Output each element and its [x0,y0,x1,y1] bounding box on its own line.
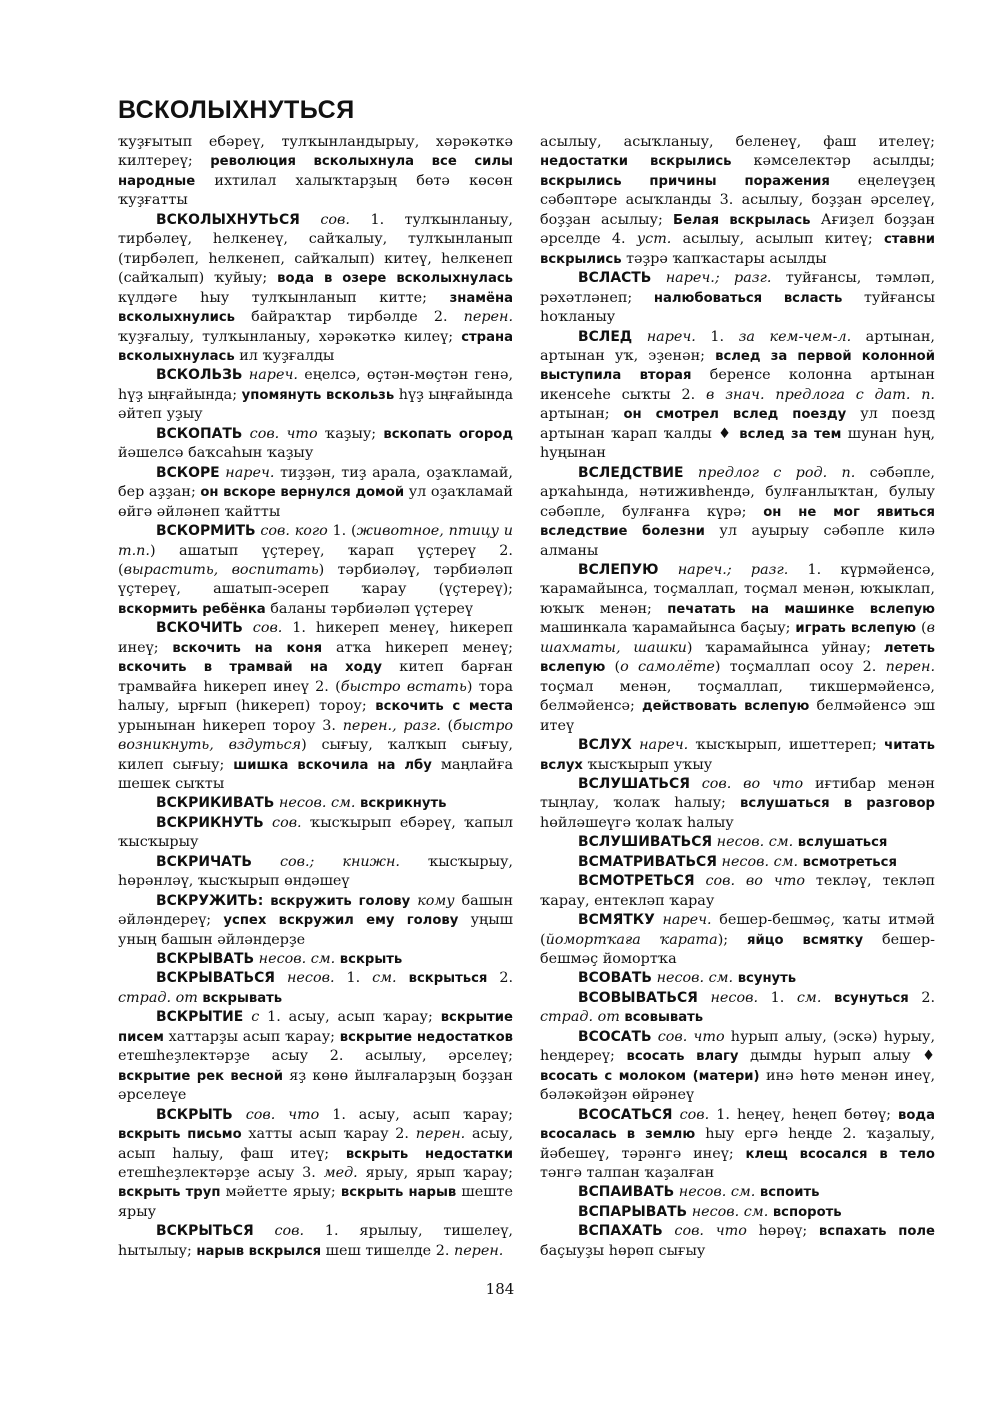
grammar-label: см. [372,970,397,987]
definition-text: ул ауырыу сәбәпле килә алманы [540,523,935,559]
headword: ВСКРИЧАТЬ [156,853,252,870]
definition-text: инә һөтө менән инеү, бәләкәйҙән өйрәнеү [540,1067,936,1104]
definition-text: атҡа һикереп менеү; [322,639,514,656]
dictionary-entry [540,775,935,833]
grammar-label: сов. во что [701,775,804,792]
definition-text [254,1223,275,1239]
grammar-label: несов. см. [258,951,336,968]
definition-text: китеп барған трамвайға һикереп инеү 2. ( [118,659,513,695]
definition-text: ); [717,931,748,948]
definition-text: ҡуҙғалыу, тулҡынланыу, хәрәкәткә килеү; [118,328,462,345]
definition-text: 1. һикереп менеү, һикереп инеү; [118,620,514,656]
headword: ВСКРУЖИТЬ: [156,892,264,909]
definition-text: 2. [487,970,514,987]
definition-text: һыу ергә һеңде 2. ҡаҙалыу, йәбешеү, тәрәнгә инеү; [540,1126,936,1162]
example-phrase: успех вскружил ему голову [223,913,459,929]
definition-text: бешер-бешмәҫ йомортҡа [540,931,935,968]
definition-text: шеш тишелде 2. [321,1242,454,1259]
headword: ВСОСАТЬ [578,1028,652,1045]
definition-text: ҡысҡырыу, һөрәнләү, ҡысҡырып өндәшеү [118,853,513,890]
definition-text: асылыу, асылып китеү; [671,231,884,248]
grammar-label: мед. [323,1165,358,1182]
definition-text: ҡысҡырып, ишеттереп; [688,737,885,754]
grammar-label: перен., разг. [342,717,441,734]
definition-text: етешһеҙлектәрҙе асыу 2. асылыу, әрселеү; [118,1048,513,1065]
headword: ВСКРИКНУТЬ [156,814,264,831]
definition-text: һөйләшеүгә ҡолаҡ һалыу [540,814,734,831]
definition-text: урынынан һикереп тороу 3. [118,717,343,734]
dictionary-entry [118,969,513,1008]
example-phrase: вспороть [772,1204,842,1220]
definition-text: 1. күрмәйенсә, ҡарамайынса, тоҫмаллап, тоҫмал менән, юҡыклап, юҡыҡ менән; [540,561,935,617]
headword: ВСКРЫТИЕ [156,1009,244,1026]
dictionary-entry [118,211,513,367]
definition-text: һүҙ ыңғайында әйтеп уҙыу [118,386,514,423]
definition-text [695,873,706,889]
definition-text [243,620,253,636]
definition-text [264,815,272,831]
headword: ВСКРЫТЬ [156,1106,233,1123]
definition-text: иғтибар менән тыңлау, ҡолаҡ һалыу; [540,775,935,812]
example-phrase: вскормить ребёнка [118,601,266,617]
dictionary-entry [118,1008,513,1105]
dictionary-entry [118,794,513,813]
example-phrase: вслед за первой колонной выступила вторая [540,348,935,384]
dictionary-entry [540,989,935,1028]
dictionary-entry [540,853,935,872]
grammar-label: сов. [274,1223,305,1240]
grammar-label: несов. см. [691,1203,769,1220]
page-number: 184 [485,1280,515,1298]
definition-text [233,1107,246,1123]
example-phrase: действовать вслепую [641,699,810,715]
example-phrase: шишка вскочила на лбу [233,757,432,773]
headword: ВСКРЫТЬСЯ [156,1223,254,1240]
definition-text: һурып алыу, (эскә) һурыу, һеңдереү; [540,1028,936,1065]
example-phrase: читать вслух [540,738,935,773]
definition-text: ул оҙаҡламай өйгә әйләнеп ҡайтты [118,484,513,520]
definition-text: артынан; [540,406,624,423]
dictionary-entry [540,1106,935,1184]
definition-text: текләү, текләп ҡарау, ентекләп ҡарау [540,873,936,909]
example-phrase: всосать влагу [626,1049,739,1065]
definition-text: ) ҡарамайынса уйнау; [686,639,884,656]
definition-text: 1. ( [327,523,357,540]
grammar-label: перен. [415,1126,466,1143]
grammar-label: несов. см. [278,795,356,812]
definition-text: ил ҡуҙғалды [234,347,335,364]
definition-text: туйғансы, тәмләп, рәхәтләнеп; [540,270,936,306]
grammar-label: уст. [636,231,672,248]
dictionary-entry [540,1183,935,1202]
definition-text: йәшелсә баҡсаһын ҡаҙыу [118,445,314,462]
grammar-label: сов. кого [260,523,328,540]
grammar-label: несов. [286,970,335,987]
definition-text: ( [916,620,927,637]
definition-text: бешер-бешмәҫ, ҡаты итмәй ( [540,912,935,948]
left-column [118,133,513,1261]
grammar-label: за кем-чем-л. [738,328,852,345]
definition-text: Ағиҙел боҙҙан әрселде 4. [540,211,935,248]
definition-text: 1. [695,328,739,345]
dictionary-entry [118,464,513,522]
definition-text [243,1009,251,1025]
headword: ВСКРЫВАТЬСЯ [156,970,275,987]
definition-text: тиҙҙән, тиҙ арала, оҙаҡламай, бер аҙҙан; [118,464,513,501]
headword: ВСЛУШАТЬСЯ [578,775,690,792]
definition-text: белмәйенсә эш итеү [540,698,936,734]
definition-text: машинкала ҡарамайынса баҫыу; [540,620,796,637]
headword: ВСЛУХ [578,737,632,754]
grammar-label: сов. [252,620,283,637]
headword: ВСМЯТКУ [578,912,655,929]
example-phrase: вскружить голову [270,893,411,909]
headword: ВСОСАТЬСЯ [578,1106,673,1123]
example-phrase: ставни вскрылись [540,232,935,267]
definition-text: ) сығыу, ҡалҡып сығыу, килеп сығыу; [118,737,513,773]
definition-text: кәмселектәр асылды; [731,153,935,170]
dictionary-entry [540,464,935,561]
dictionary-entry [540,328,935,464]
definition-text: етешһеҙлектәрҙе асыу 3. [118,1165,324,1182]
headword: ВСКОЧИТЬ [156,620,243,637]
example-phrase: всунуть [737,971,797,987]
grammar-label: животное, птицу и т.п. [118,523,513,559]
example-phrase: вскрыться [408,971,488,987]
grammar-label: сов. [679,1106,710,1123]
example-phrase: клещ всосался в тело [745,1146,935,1162]
grammar-label: сов. что [249,425,318,442]
grammar-label: перен. [453,1242,504,1259]
dictionary-entry [118,425,513,464]
dictionary-entry [540,1203,935,1222]
example-phrase: упомянуть вскользь [241,387,395,403]
definition-text [651,270,665,286]
dictionary-entry [540,1222,935,1261]
headword: ВСМАТРИВАТЬСЯ [578,853,717,870]
headword: ВСКРЫВАТЬ [156,951,255,968]
grammar-label: сов. [320,211,350,228]
definition-text: 1. [334,970,373,987]
example-phrase: вскочить на коня [172,640,323,656]
definition-text: тоҫмал менән, тоҫмаллап, тикшермәйенсә, белмәйенсә; [540,678,935,715]
example-phrase: он не мог явиться вследствие болезни [540,504,935,540]
definition-text [632,329,647,345]
example-phrase: революция всколыхнула все силы народные [118,154,513,189]
definition-text: хатты асып ҡарау 2. [241,1126,416,1143]
grammar-label: вырастить, воспитать [123,561,319,578]
headword: ВСЛУШИВАТЬСЯ [578,834,713,851]
definition-text: ) ашатып үҫтереү, ҡарап үҫтереү 2. ( [118,542,513,578]
example-phrase: знамёна всколыхнулись [118,290,513,326]
dictionary-entry [540,872,935,911]
example-phrase: страна всколыхнулась [118,329,513,364]
definition-text: ) тәрбиәләү, тәрбиәләп үҫтереү, ашатып-эсереп ҡарау (үҫтереү); [118,561,513,598]
definition-text: 2. [908,989,936,1006]
definition-text: туйғансы һоҡланыу [540,289,935,326]
dictionary-entry [540,736,935,775]
dictionary-entry [540,561,935,736]
definition-text: ) тоҫмаллап осоу 2. [714,659,886,676]
definition-text [698,990,711,1006]
example-phrase: вскопать огород [383,426,514,442]
example-phrase: он вскоре вернулся домой [200,485,405,501]
example-phrase: вода в озере всколыхнулась [277,271,513,287]
definition-text: башын әйләндереү; [118,892,514,929]
dictionary-entry [540,269,935,327]
example-phrase: нарыв вскрылся [196,1243,322,1259]
grammar-label: о самолёте [620,659,715,676]
example-phrase: вскрытие недостатков [339,1029,513,1045]
example-phrase: вскрылись причины поражения [540,173,830,189]
dictionary-entry [118,1106,513,1223]
grammar-label: сов. [272,814,302,831]
definition-text [673,1107,680,1123]
definition-text: ихтилал халыҡтарҙың бөтә көсөн ҡуҙғатты [118,172,513,209]
example-phrase: вскочить в трамвай на ходу [118,660,382,676]
example-phrase: лететь вслепую [540,640,935,676]
dictionary-entry [118,814,513,853]
definition-text: еңелсә, өҫтән-мөҫтән генә, һүҙ ыңғайында; [118,367,514,403]
headword: ВСПАХАТЬ [578,1223,663,1240]
grammar-label: перен. [885,659,935,676]
definition-text: шунан һуң, һуңынан [540,425,936,462]
grammar-label: нареч. [662,912,712,929]
example-phrase: вскрикнуть [360,796,447,812]
headword: ВСПАРЫВАТЬ [578,1203,688,1220]
definition-text: ҡысҡырып уҡыу [582,756,713,773]
grammar-label: страд. от [118,989,198,1006]
example-phrase: вода всосалась в землю [540,1107,935,1143]
definition-text: беренсе колонна артынан икенсеһе сыҡты 2. [540,367,935,403]
dictionary-entry [540,833,935,852]
definition-text: мәйетте ярыу; [220,1184,341,1201]
grammar-label: сов. что [657,1028,725,1045]
example-phrase: всовывать [624,1010,704,1026]
dictionary-entry [540,969,935,988]
dictionary-entry [118,366,513,424]
headword: ВСКОПАТЬ [156,425,243,442]
headword: ВСОВАТЬ [578,970,652,987]
definition-text: һөрөү; [746,1223,819,1240]
grammar-label: сов. что [674,1223,747,1240]
grammar-label: несов. см. [656,970,734,987]
example-phrase: вспоить [759,1185,820,1201]
definition-text: ( [440,717,454,734]
example-phrase: Белая вскрылась [673,212,811,228]
example-phrase: вскочить с места [375,699,513,715]
example-phrase: он смотрел вслед поезду [623,407,847,423]
example-phrase: вскрыть нарыв [340,1185,457,1201]
definition-text: ярыу, ярып ҡарау; [357,1165,513,1182]
example-phrase: недостатки вскрылись [540,154,732,170]
grammar-label: в знач. предлога с дат. п. [706,386,935,403]
dictionary-entry [118,619,513,794]
definition-text: ҡуҙғытып ебәреү, тулҡынландырыу, хәрәкәткә килтереү; [118,134,513,170]
definition-text: яҙ көнө йылғаларҙың боҙҙан әрселеүе [118,1067,513,1104]
definition-text: күлдәге һыу тулҡынланып китте; [118,289,450,306]
definition-text: баланы тәрбиәләп үҫтереү [265,600,473,617]
definition-text: дымды һурып алыу ♦ [738,1048,935,1065]
example-phrase: вскрыть труп [118,1185,221,1201]
grammar-label: в шахматы, шашки [540,620,935,656]
grammar-label: йомортҡаға ҡарата [545,931,718,948]
example-phrase: печатать на машинке вслепую [667,601,935,617]
definition-text: асылыу, асыҡланыу, беленеү, фаш ителеү; [540,134,935,150]
example-phrase: налюбоваться всласть [653,290,843,306]
definition-text: ҡысҡырып ебәреү, ҡапыл ҡысҡырыу [118,814,514,851]
headword: ВСЛЕПУЮ [578,561,659,578]
definition-text [821,990,834,1006]
example-phrase: яйцо всмятку [747,932,864,948]
example-phrase: вслушаться [797,835,888,851]
dictionary-entry [118,853,513,892]
example-phrase: играть вслепую [795,621,917,637]
example-phrase: всмотреться [802,854,897,870]
grammar-label: быстро возникнуть, вздуться [118,717,514,754]
headword: ВСОВЫВАТЬСЯ [578,989,698,1006]
definition-text [658,562,677,578]
definition-text: 1. һеңеү, һеңеп бөтөү; [709,1106,899,1123]
definition-text [632,737,639,753]
grammar-label: с [251,1009,260,1026]
definition-text: 1. тулҡынланыу, тирбәлеү, һелкенеү, сайҡалыу, тулҡынланып (тирбәлеп, һелкенеп, сайҡалып) китеү, һелкенеп (сайҡалып) ҡуйыу; [118,211,513,287]
definition-text: 1. асыу, асып ҡарау; [319,1106,514,1123]
definition-text: тәҙрә ҡапҡастары асылды [621,250,827,267]
definition-text: асыу, асып һалыу, фаш итеү; [118,1126,513,1162]
grammar-label: нареч.; разг. [665,270,772,287]
grammar-label: перен. [463,309,513,326]
example-phrase: всосать с молоком (матери) [540,1068,760,1084]
dictionary-entry [540,911,935,969]
definition-text: ) тора һалыу, ырғып (һикереп) тороу; [118,678,513,715]
dictionary-entry [118,522,513,619]
definition-text: 1. асыу, асып ҡарау; [259,1009,441,1026]
example-phrase: вслушаться в разговор [739,796,935,812]
definition-text: ( [605,659,621,676]
definition-text: 1. [758,989,797,1006]
definition-text: тәнгә талпан ҡаҙалған [540,1165,715,1182]
headword: ВСПАИВАТЬ [578,1184,675,1201]
definition-text [252,854,280,870]
headword: ВСМОТРЕТЬСЯ [578,873,695,890]
example-phrase: вскрытие писем [118,1010,513,1045]
grammar-label: кому [417,892,455,909]
definition-text [663,1223,675,1239]
definition-text: сәбәпле, арҡаһында, нәтиживһендә, булғанлыҡтан, булыу сәбәпле, булғанға күрә; [540,464,935,520]
running-head: ВСКОЛЫХНУТЬСЯ [118,96,355,124]
definition-text: шеште ярыу [118,1184,513,1220]
definition-text [684,465,698,481]
definition-text: байраҡтар тирбәлде 2. [235,309,464,326]
definition-text: ул поезд артынан ҡарап ҡалды ♦ [540,406,935,442]
example-phrase: вскрыть письмо [118,1127,242,1143]
grammar-label: нареч. [248,367,298,384]
headword: ВСКОЛЬЗЬ [156,367,243,384]
grammar-label: предлог с род. п. [697,464,856,481]
example-phrase: вспахать поле [818,1224,936,1240]
dictionary-entry [118,133,513,211]
headword: ВСКРИКИВАТЬ [156,795,275,812]
example-phrase: вскрытие рек весной [118,1068,283,1084]
headword: ВСКОРЕ [156,464,220,481]
definition-text: маңлайға шешек сыҡты [118,756,514,792]
grammar-label: быстро встать [340,678,467,695]
grammar-label: несов. [710,989,758,1006]
grammar-label: несов. см. [716,834,794,851]
headword: ВСКОРМИТЬ [156,523,256,540]
dictionary-entry [118,892,513,950]
definition-text [397,970,409,986]
example-phrase: вскрыть [339,952,403,968]
definition-text [275,970,287,986]
dictionary-entry [118,1222,513,1261]
grammar-label: несов. см. [721,853,799,870]
definition-text: баҫыуҙы һөрөп сығыу [540,1242,706,1259]
example-phrase: вслед за тем [739,426,842,442]
grammar-label: несов. см. [678,1184,756,1201]
definition-text: ҡаҙыу; [317,425,384,442]
definition-text [242,426,249,442]
example-phrase: всунуться [834,990,909,1006]
right-column [540,133,935,1261]
definition-text: уңыш уның башын әйләндерҙе [118,912,514,948]
grammar-label: нареч. [646,328,696,345]
definition-text [300,212,321,228]
headword: ВСКОЛЫХНУТЬСЯ [156,211,300,228]
definition-text: еңелеүҙең сәбәптәре асыҡланды 3. асылыу, боҙҙан әрселеү, боҙҙан асылыу; [540,172,935,228]
grammar-label: сов.; книжн. [279,853,400,870]
dictionary-entry [540,1028,935,1106]
dictionary-entry [540,133,935,269]
grammar-label: нареч. [225,464,275,481]
headword: ВСЛЕДСТВИЕ [578,464,684,481]
grammar-label: нареч.; разг. [677,561,789,578]
grammar-label: см. [796,989,822,1006]
definition-text [690,776,702,792]
example-phrase: вскрыть недостатки [345,1146,513,1162]
grammar-label: сов. что [245,1106,320,1123]
definition-text: артынан, артынан уҡ, эҙенән; [540,328,935,364]
definition-text: 1. ярылыу, тишелеү, һытылыу; [118,1223,513,1259]
headword: ВСЛЕД [578,328,633,345]
dictionary-entry [118,950,513,969]
grammar-label: сов. во что [705,873,805,890]
grammar-label: нареч. [639,737,689,754]
definition-text: хаттарҙы асып ҡарау; [163,1028,340,1045]
headword: ВСЛАСТЬ [578,270,652,287]
grammar-label: страд. от [540,1009,620,1026]
example-phrase: вскрывать [202,990,283,1006]
